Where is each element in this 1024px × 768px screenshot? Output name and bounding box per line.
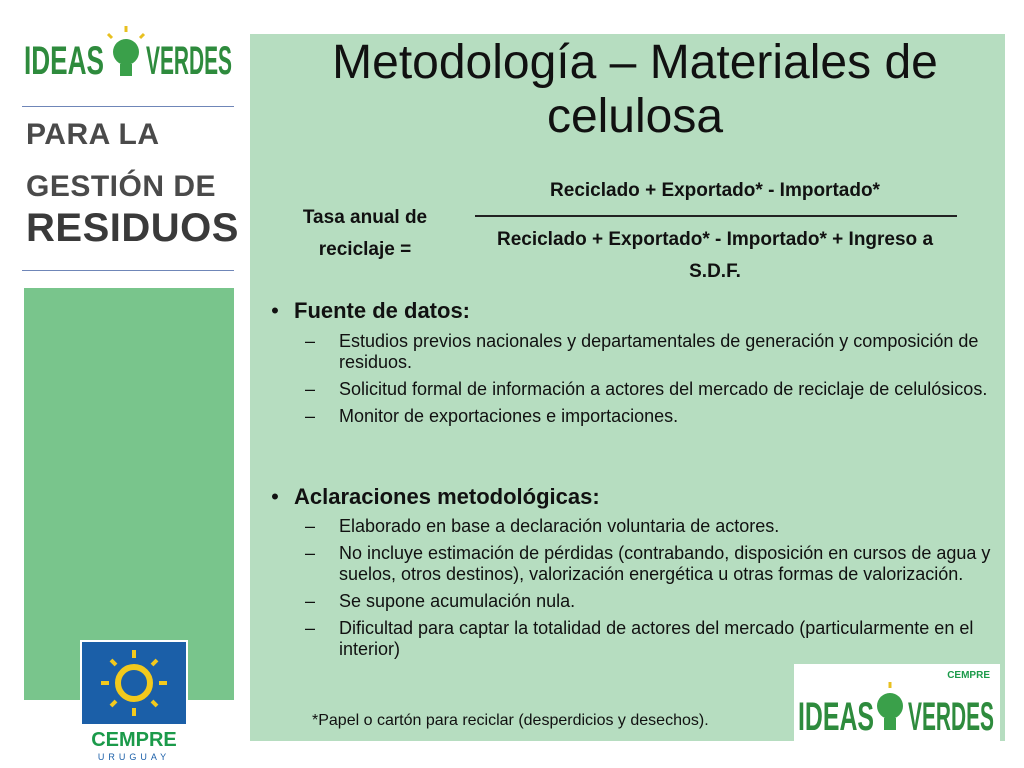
formula-lhs: Tasa anual de reciclaje = — [302, 207, 428, 260]
ideas-verdes-logo-bottom — [794, 664, 1000, 742]
ideas-verdes-logo — [22, 22, 234, 92]
slide-panel — [250, 34, 1005, 741]
slide-title: Metodología – Materiales de celulosa — [332, 36, 938, 143]
svg-text:VERDES: VERDES — [908, 695, 994, 739]
sidebar-line-3: RESIDUOS — [26, 206, 239, 250]
section-heading: • Fuente de datos: — [271, 298, 471, 323]
sidebar — [0, 0, 250, 768]
lightbulb-icon — [108, 26, 144, 76]
list-item: – Solicitud formal de información a actores del mercado de reciclaje de celulósicos. — [305, 379, 988, 399]
section-list — [305, 516, 995, 666]
cempre-logo — [80, 640, 188, 762]
footnote: *Papel o cartón para reciclar (desperdicios y desechos). — [312, 712, 709, 729]
list-item: – Estudios previos nacionales y departamentales de generación y composición de residuos. — [305, 331, 979, 372]
svg-text:CEMPRE: CEMPRE — [91, 729, 177, 751]
section-heading: • Aclaraciones metodológicas: — [271, 484, 600, 509]
list-item: – No incluye estimación de pérdidas (contrabando, disposición en cursos de agua y suelos, otros destinos), valorización energética u otras formas de valorización. — [305, 543, 991, 584]
svg-text:VERDES: VERDES — [146, 39, 232, 83]
list-item: – Elaborado en base a declaración voluntaria de actores. — [305, 516, 780, 536]
fraction-line — [475, 215, 957, 217]
green-block — [24, 288, 234, 700]
sidebar-line-2: GESTIÓN DE — [26, 170, 217, 203]
list-item: – Dificultad para captar la totalidad de actores del mercado (particularmente en el interior) — [305, 618, 974, 659]
divider — [22, 106, 234, 107]
formula-denominator: Reciclado + Exportado* - Importado* + Ingreso a S.D.F. — [496, 229, 934, 282]
list-item: – Monitor de exportaciones e importaciones. — [305, 406, 679, 426]
sidebar-line-1: PARA LA — [26, 118, 160, 151]
divider — [22, 270, 234, 271]
svg-text:CEMPRE: CEMPRE — [947, 670, 990, 681]
list-item: – Se supone acumulación nula. — [305, 591, 576, 611]
svg-text:IDEAS: IDEAS — [24, 39, 104, 83]
lightbulb-icon — [877, 682, 903, 730]
svg-text:URUGUAY: URUGUAY — [97, 752, 171, 762]
svg-text:IDEAS: IDEAS — [798, 695, 874, 739]
section-list — [305, 331, 995, 433]
formula-numerator: Reciclado + Exportado* - Importado* — [550, 180, 880, 201]
